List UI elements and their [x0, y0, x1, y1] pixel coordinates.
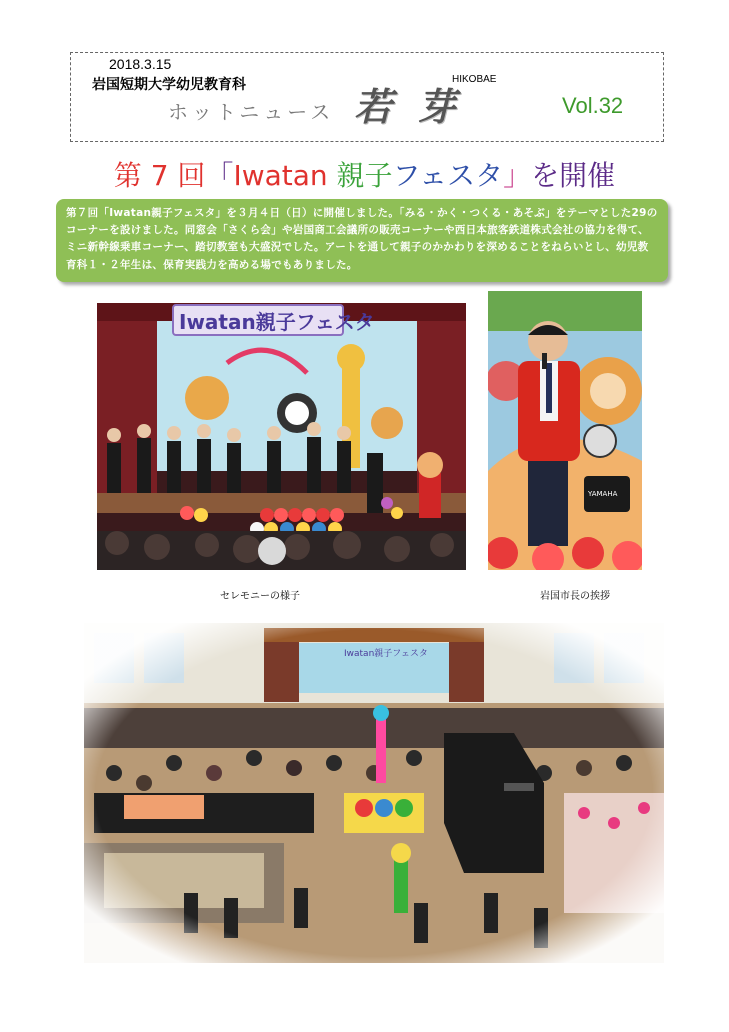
volume-number: Vol.32	[562, 93, 624, 118]
drum-brand-text: YAMAHA	[588, 490, 618, 498]
ceremony-photo-image	[97, 303, 466, 570]
headline-kaisai: を開催	[531, 159, 616, 192]
mayor-photo	[488, 291, 642, 570]
article-headline	[0, 154, 729, 194]
headline-festa: フェスタ	[392, 159, 504, 192]
college-name: 岩国短期大学幼児教育科	[92, 77, 246, 93]
intro-box	[56, 199, 668, 282]
headline-open-quote: 「	[205, 159, 234, 192]
title-reading: HIKOBAE	[452, 74, 497, 85]
ceremony-banner-text: Iwatan親子フェスタ	[179, 310, 375, 334]
headline-edition: 第 7 回	[113, 159, 206, 192]
issue-date: 2018.3.15	[109, 56, 172, 72]
ceremony-photo	[97, 303, 466, 570]
headline-oyako: 親子	[327, 159, 393, 192]
headline-close-quote: 」	[503, 159, 532, 192]
newsletter-title: 若 芽	[354, 84, 462, 129]
intro-text: 第７回「Iwatan親子フェスタ」を３月４日（日）に開催しました。「みる・かく・つくる・あそぶ」をテーマとした29のコーナーを設けました。同窓会「さくら会」や岩国商工会議所の販売コーナーや西日本旅客鉄道株式会社の協力を得て、ミニ新幹線乗車コーナー、踏切教室も大盛況でした。アートを通して親子のかかわりを深めることをねらいとし、幼児教育科１・２年生は、保育実践力を高める場でもありました。	[66, 207, 658, 271]
mayor-photo-image	[488, 291, 642, 570]
hall-overview-photo-image	[84, 623, 664, 963]
hall-overview-photo	[84, 623, 664, 963]
headline-iwatan: Iwatan	[233, 159, 328, 192]
mayor-caption: 岩国市長の挨拶	[540, 591, 610, 602]
newsletter-subtitle: ホットニュース	[168, 100, 335, 124]
ceremony-caption: セレモニーの様子	[220, 591, 300, 602]
